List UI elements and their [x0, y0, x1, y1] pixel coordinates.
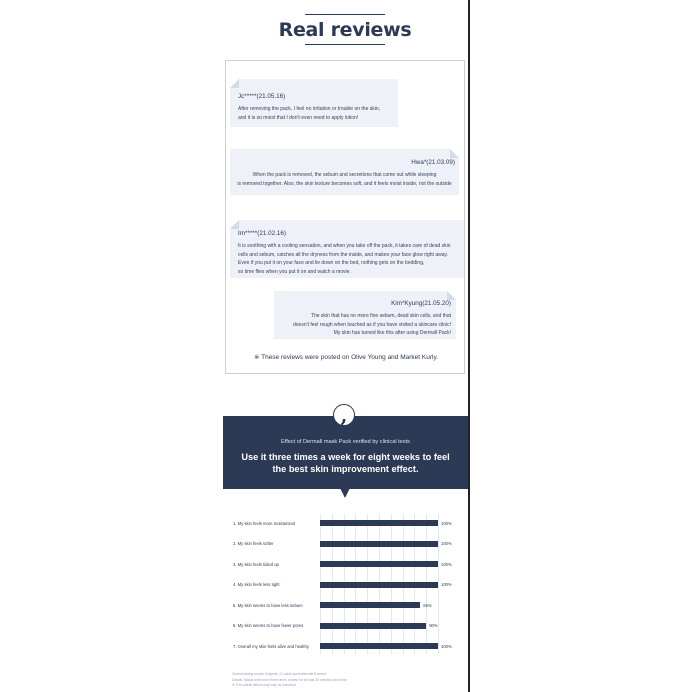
- banner-subtitle: Effect of Dermall mask Pack verified by clinical tests: [281, 439, 410, 445]
- chart-value-label: 100%: [441, 582, 452, 588]
- review-bubble-3: [230, 220, 464, 278]
- review-author: Im*****(21.02.16): [238, 230, 286, 237]
- chart-category-label: 6. My skin seems to have fewer pores: [233, 623, 304, 628]
- chart-value-label: 100%: [441, 541, 452, 547]
- title-rule-top: [305, 14, 385, 15]
- chart-bar: [320, 520, 438, 526]
- review-text-line: is removed together. Also, the skin texture becomes soft, and it feels moist inside, not the outside: [237, 180, 452, 187]
- chart-bar: [320, 561, 438, 567]
- review-text-line: and it is so moist that I don't even need to apply lotion!: [238, 114, 359, 121]
- review-bubble-1: [230, 79, 398, 127]
- chart-bar: [320, 582, 438, 588]
- review-bubble-4: [274, 291, 456, 339]
- reviews-panel: [225, 60, 465, 374]
- chart-category-label: 5. My skin seems to have less sebum: [233, 602, 303, 608]
- bubble-fold-corner: [230, 220, 239, 229]
- chart-value-label: 85%: [423, 602, 432, 608]
- review-text-line: doesn't feel rough when touched as if you have visited a skincare clinic!: [293, 321, 451, 328]
- clinical-results-chart: [228, 512, 468, 657]
- chart-bar: [320, 623, 426, 629]
- quote-mark-icon: [333, 404, 355, 426]
- chart-value-label: 100%: [441, 643, 452, 649]
- chart-bar: [320, 541, 438, 547]
- bubble-fold-corner: [230, 79, 239, 88]
- chart-bar: [320, 602, 420, 608]
- quote-glyph: ,: [340, 403, 348, 427]
- banner-headline-line: Use it three times a week for eight weeks to feel: [241, 452, 450, 462]
- chart-category-label: 3. My skin feels tidied up: [233, 561, 279, 567]
- chart-category-label: 2. My skin feels softer: [233, 541, 274, 546]
- review-text-line: It is soothing with a cooling sensation, and when you take off the pack, it takes care of dead skin: [238, 242, 451, 249]
- chart-grid-line: [438, 514, 439, 654]
- review-author: Hwa*(21.03.09): [411, 159, 455, 166]
- chart-value-label: 90%: [429, 623, 438, 629]
- review-text-line: My skin has turned like this after using Dermall Pack!: [333, 330, 451, 337]
- bubble-fold-corner: [447, 291, 456, 300]
- chart-value-label: 100%: [441, 561, 452, 567]
- review-text-line: When the pack is removed, the sebum and secretions that come out while sleeping: [252, 171, 437, 178]
- fine-print-line: Details: Masks were worn three times a week for at least 20 minutes each time: [232, 677, 347, 682]
- review-author: Jc*****(21.05.16): [238, 93, 286, 100]
- reviews-source-note: ※ These reviews were posted on Olive Young and Market Kurly.: [253, 354, 439, 361]
- title-rule-bottom: [305, 44, 385, 45]
- banner-speech-pointer: [340, 488, 350, 498]
- review-bubble-2: [230, 149, 459, 195]
- chart-bar: [320, 643, 438, 649]
- chart-value-label: 100%: [441, 520, 452, 526]
- fine-print-line: ※ The overall effects may vary by individual: [232, 683, 296, 688]
- review-text-line: Even if you put it on your face and lie down on the bed, nothing gets on the bedding,: [238, 260, 425, 267]
- review-text-line: After removing the pack, I feel no irritation or trouble on the skin,: [238, 105, 381, 112]
- page-title: Real reviews: [278, 19, 412, 41]
- chart-category-label: 7. Overall my skin feels alive and healthy: [233, 643, 309, 649]
- section-header: [222, 14, 468, 45]
- banner-headline: [223, 451, 468, 475]
- review-text-line: so time flies when you put it on and watch a movie.: [238, 269, 351, 276]
- review-author: Kim*Kyung(21.05.20): [391, 300, 451, 307]
- page-edge-divider: [468, 0, 470, 692]
- chart-category-label: 4. My skin feels less tight: [233, 582, 280, 587]
- chart-category-label: 1. My skin feels more moisturized: [233, 520, 296, 526]
- review-text-line: cells and sebum, catches all the dryness from the inside, and makes your face glow right away.: [238, 251, 449, 258]
- fine-print-line: Clinical testing results Subjects: 21 adult women/female 8 weeks: [232, 672, 327, 676]
- review-text-line: The skin that has no more fine sebum, dead skin cells, and that: [310, 312, 451, 319]
- banner-headline-line: the best skin improvement effect.: [272, 464, 419, 474]
- bubble-fold-corner: [450, 149, 459, 158]
- clinical-fine-print: [232, 672, 347, 689]
